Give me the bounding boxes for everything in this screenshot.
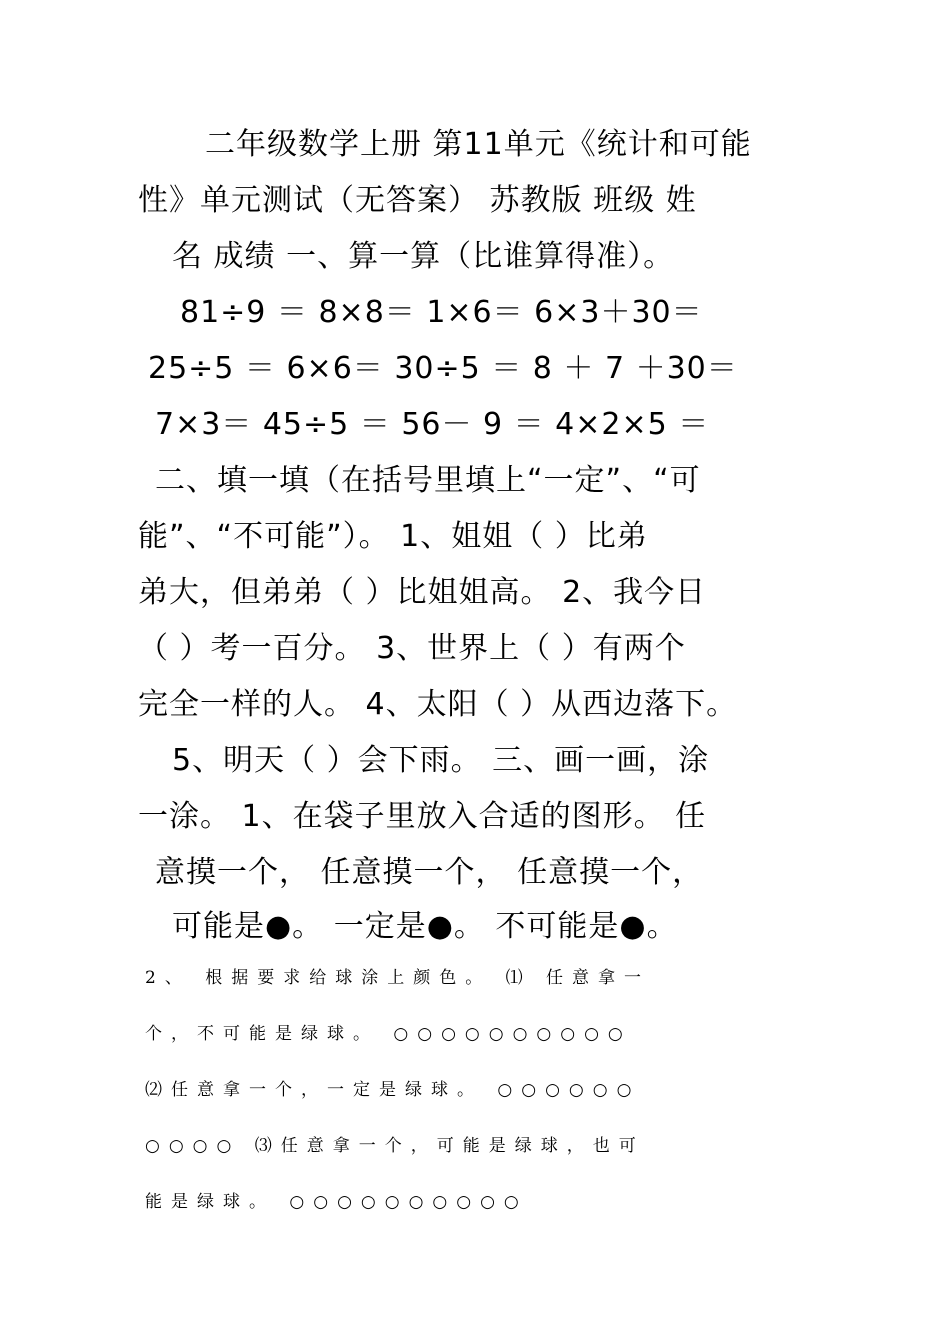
draw-line-3: 可能是●。 一定是●。 不可能是●。 <box>172 909 678 944</box>
fill-line-1: 能”、“不可能”）。 1、姐姐（ ）比弟 <box>138 519 648 554</box>
color-line-3: ⑵任意拿一个，一定是绿球。 ○○○○○○ <box>145 1080 641 1100</box>
title-line-2: 性》单元测试（无答案） 苏教版 班级 姓 <box>138 183 697 218</box>
section-2-heading: 二、填一填（在括号里填上“一定”、“可 <box>155 463 701 498</box>
section-1-heading: 名 成绩 一、算一算（比谁算得准）。 <box>172 239 675 274</box>
fill-line-3: （ ）考一百分。 3、世界上（ ）有两个 <box>138 631 686 666</box>
color-line-4: ○○○○ ⑶任意拿一个，可能是绿球，也可 <box>145 1136 645 1156</box>
draw-line-1: 一涂。 1、在袋子里放入合适的图形。 任 <box>138 799 707 834</box>
calc-row-1: 81÷9 ＝ 8×8＝ 1×6＝ 6×3＋30＝ <box>180 295 703 330</box>
title-line-1: 二年级数学上册 第11单元《统计和可能 <box>205 127 752 162</box>
fill-line-4: 完全一样的人。 4、太阳（ ）从西边落下。 <box>138 687 738 722</box>
fill-line-5: 5、明天（ ）会下雨。 三、画一画，涂 <box>172 743 710 778</box>
calc-row-3: 7×3＝ 45÷5 ＝ 56－ 9 ＝ 4×2×5 ＝ <box>155 407 710 442</box>
calc-row-2: 25÷5 ＝ 6×6＝ 30÷5 ＝ 8 ＋ 7 ＋30＝ <box>148 351 738 386</box>
fill-line-2: 弟大，但弟弟（ ）比姐姐高。 2、我今日 <box>138 575 707 610</box>
color-line-2: 个，不可能是绿球。 ○○○○○○○○○○ <box>145 1024 632 1044</box>
color-line-1: 2、 根据要求给球涂上颜色。 ⑴ 任意拿一 <box>145 968 651 988</box>
draw-line-2: 意摸一个， 任意摸一个， 任意摸一个， <box>155 855 704 890</box>
color-line-5: 能是绿球。 ○○○○○○○○○○ <box>145 1192 528 1212</box>
